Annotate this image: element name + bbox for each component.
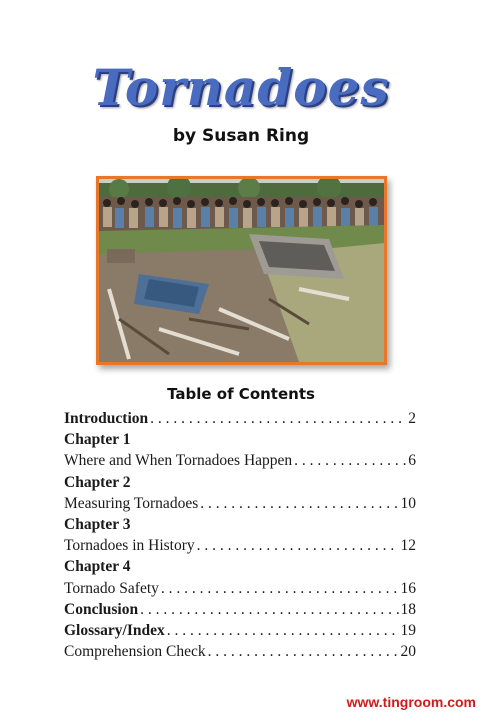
toc-entry-label: Where and When Tornadoes Happen <box>64 452 293 470</box>
toc-leader-dots <box>140 599 398 620</box>
toc-entry <box>64 450 416 471</box>
toc-leader-dots <box>208 641 399 662</box>
toc-entry <box>64 620 416 641</box>
toc-leader-dots <box>294 450 406 471</box>
toc-page-number: 6 <box>408 452 416 470</box>
toc-entry-label: Chapter 1 <box>64 431 131 449</box>
toc-leader-dots <box>197 535 399 556</box>
toc-entry <box>64 535 416 556</box>
watermark: www.tingroom.com <box>346 694 476 710</box>
toc-page-number: 19 <box>400 621 416 639</box>
toc-heading: Table of Contents <box>167 385 315 403</box>
toc-entry-label: Tornado Safety <box>64 579 159 597</box>
toc-page-number: 10 <box>400 494 416 512</box>
toc-page-number: 2 <box>408 410 416 427</box>
toc-entry <box>64 578 416 599</box>
toc-page-number: 18 <box>400 600 416 618</box>
author-byline: by Susan Ring <box>172 126 310 146</box>
toc-leader-dots <box>161 578 399 599</box>
toc-entry-label: Chapter 2 <box>64 473 131 491</box>
toc-leader-dots <box>150 408 406 429</box>
toc-entry-label: Introduction <box>64 410 149 427</box>
toc-entry-label: Chapter 4 <box>64 558 131 576</box>
toc-entry-label: Chapter 3 <box>64 515 131 533</box>
toc-leader-dots <box>167 620 399 641</box>
toc-page-number: 20 <box>400 643 416 661</box>
toc-entry <box>64 599 416 620</box>
book-title: Tornadoes <box>92 58 390 117</box>
toc-entry-label: Measuring Tornadoes <box>64 494 199 512</box>
toc-chapter-heading <box>64 514 416 535</box>
disaster-scene-photo <box>96 176 387 365</box>
toc-page-number: 12 <box>400 537 416 555</box>
toc-leader-dots <box>200 493 398 514</box>
toc-entry-label: Conclusion <box>64 600 139 618</box>
toc-entry <box>64 493 416 514</box>
toc-entry-label: Comprehension Check <box>64 643 206 661</box>
toc-page-number: 16 <box>400 579 416 597</box>
toc-chapter-heading <box>64 429 416 450</box>
toc-entry <box>64 641 416 662</box>
toc-chapter-heading <box>64 472 416 493</box>
table-of-contents <box>64 408 416 662</box>
toc-entry <box>64 408 416 429</box>
toc-entry-label: Glossary/Index <box>64 621 165 639</box>
toc-chapter-heading <box>64 556 416 577</box>
toc-entry-label: Tornadoes in History <box>64 537 195 555</box>
